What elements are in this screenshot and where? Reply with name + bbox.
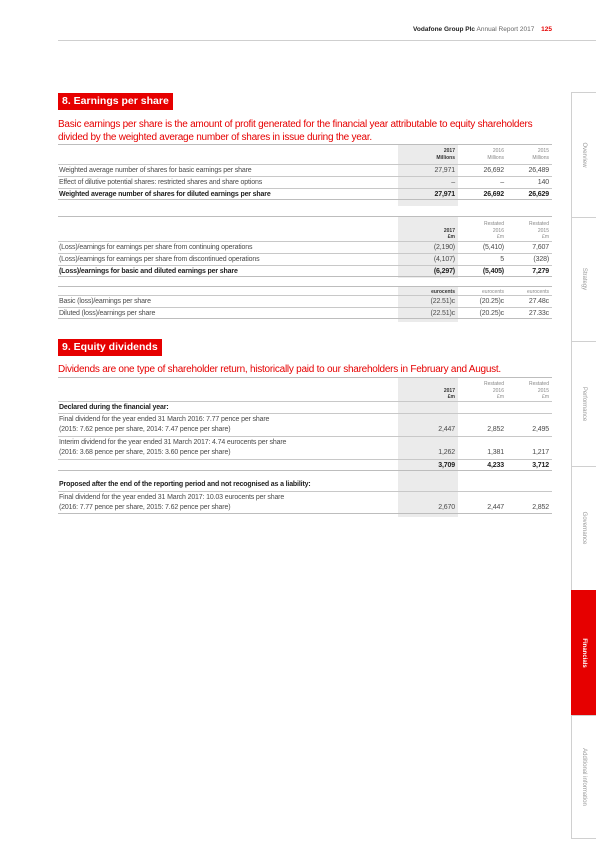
table-rule — [58, 144, 552, 145]
table-row: (2015: 7.62 pence per share, 2014: 7.47 pence per share) 2,447 2,852 2,495 — [59, 426, 549, 433]
col-header-2017: 2017 £m — [443, 387, 455, 400]
col-header-2015: Restated 2015 £m — [528, 381, 549, 400]
table-row: Weighted average number of shares for basic earnings per share 27,971 26,692 26,489 — [58, 164, 552, 175]
eps-intro: Basic earnings per share is the amount of profit generated for the financial year attributable to equity shareholders divided by the weighted average number of shares in issue during the year. — [58, 119, 533, 143]
table-rule — [58, 470, 552, 471]
table-row: (Loss)/earnings for earnings per share from continuing operations (2,190) (5,410) 7,607 — [58, 241, 552, 252]
section-title-dividends: 9. Equity dividends — [58, 339, 162, 356]
tab-performance[interactable]: Performance — [571, 341, 596, 466]
col-header-2017: 2017 Millions — [436, 148, 455, 161]
table-row: Effect of dilutive potential shares: restricted shares and share options – – 140 — [58, 176, 552, 187]
col-header-2017: 2017 £m — [443, 227, 455, 240]
table-row: Final dividend for the year ended 31 March 2017: 10.03 eurocents per share — [58, 491, 552, 502]
eps-earnings-table — [58, 216, 552, 278]
tab-overview[interactable]: Overview — [571, 92, 596, 217]
col-header-2016: Restated 2016 £m — [483, 221, 504, 240]
table-rule — [58, 377, 552, 378]
running-header — [413, 26, 552, 33]
col-header-2017: eurocents — [431, 289, 455, 295]
tab-financials[interactable]: Financials — [571, 590, 596, 715]
table-row: (2016: 3.68 pence per share, 2015: 3.60 pence per share) 1,262 1,381 1,217 — [59, 449, 549, 456]
declared-heading: Declared during the financial year: — [58, 401, 552, 412]
table-row-total: Weighted average number of shares for diluted earnings per share 27,971 26,692 26,629 — [58, 188, 552, 199]
header-rule — [58, 40, 596, 41]
table-row: Final dividend for the year ended 31 March 2016: 7.77 pence per share — [58, 413, 552, 424]
col-header-2015: 2015 Millions — [532, 148, 549, 161]
tab-strategy[interactable]: Strategy — [571, 217, 596, 342]
table-rule — [58, 216, 552, 217]
table-row: Diluted (loss)/earnings per share (22.51)c (20.25)c 27.33c — [58, 307, 552, 318]
eps-shares-table — [58, 144, 552, 206]
dividends-table — [58, 377, 552, 517]
tab-additional-information[interactable]: Additional information — [571, 715, 596, 840]
tab-governance[interactable]: Governance — [571, 466, 596, 591]
page-number: 125 — [541, 26, 552, 33]
col-header-2016: eurocents — [482, 289, 504, 295]
section-title-eps: 8. Earnings per share — [58, 93, 173, 110]
table-row: (2016: 7.77 pence per share, 2015: 7.62 pence per share) 2,670 2,447 2,852 — [59, 504, 549, 511]
dividends-intro: Dividends are one type of shareholder return, historically paid to our shareholders in February and August. — [58, 364, 501, 375]
table-row: Basic (loss)/earnings per share (22.51)c (20.25)c 27.48c — [58, 295, 552, 306]
section-nav — [571, 92, 596, 839]
company-name: Vodafone Group Plc — [413, 26, 476, 33]
table-rule — [58, 286, 552, 287]
col-header-2015: eurocents — [527, 289, 549, 295]
eps-per-share-table — [58, 286, 552, 322]
report-name: Annual Report 2017 — [476, 26, 535, 33]
table-rule — [58, 276, 552, 277]
table-rule — [58, 513, 552, 514]
table-row: Interim dividend for the year ended 31 March 2017: 4.74 eurocents per share — [58, 436, 552, 447]
col-header-2016: 2016 Millions — [487, 148, 504, 161]
table-row-total: 3,709 4,233 3,712 — [58, 459, 552, 470]
table-row: (Loss)/earnings for earnings per share from discontinued operations (4,107) 5 (328) — [58, 253, 552, 264]
proposed-heading: Proposed after the end of the reporting period and not recognised as a liability: — [59, 481, 311, 488]
col-header-2016: Restated 2016 £m — [483, 381, 504, 400]
table-rule — [58, 199, 552, 200]
table-row-total: (Loss)/earnings for basic and diluted earnings per share (6,297) (5,405) 7,279 — [58, 265, 552, 276]
table-rule — [58, 318, 552, 319]
col-header-2015: Restated 2015 £m — [528, 221, 549, 240]
